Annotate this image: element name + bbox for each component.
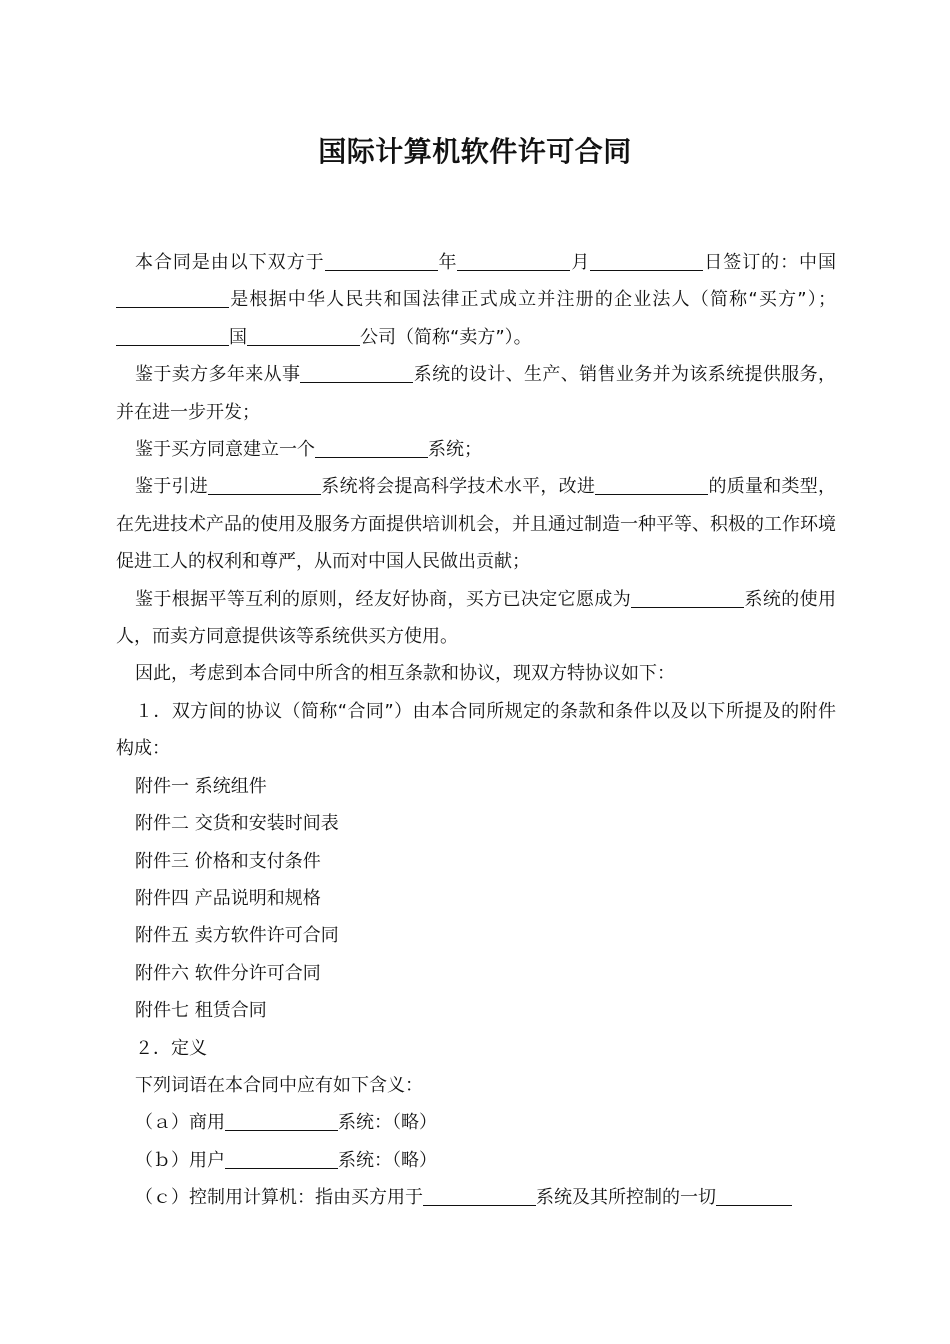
seller-company-blank [247,327,360,346]
definition-item [116,1179,836,1216]
annex-item: 附件三 价格和支付条件 [135,850,321,872]
recital-paragraph [116,581,836,656]
system-name-blank [208,476,321,495]
definition-text: 系统及其所控制的一切 [536,1187,716,1209]
preamble-text: 日签订的：中国 [703,252,837,273]
recital-paragraph [116,431,836,468]
preamble-text: 国 [229,326,247,348]
preamble-text: 是根据中华人民共和国法律正式成立并注册的企业法人（简称“买方”）； [229,289,836,311]
section-2-heading: ２．定义 [135,1037,207,1059]
recital-text: 鉴于卖方多年来从事 [135,364,301,386]
recital-text: 鉴于买方同意建立一个 [135,439,315,461]
system-name-blank [225,1150,338,1169]
annex-item: 附件四 产品说明和规格 [135,887,321,909]
document-body [116,244,836,1217]
recital-text: 系统将会提高科学技术水平，改进 [321,476,596,498]
definition-item [116,1142,836,1179]
annex-item: 附件二 交货和安装时间表 [135,813,339,835]
seller-country-blank [116,327,229,346]
preamble-text: 年 [437,252,458,273]
system-name-blank [631,589,744,608]
product-blank [595,476,708,495]
date-month-blank [457,252,570,271]
system-name-blank [423,1187,536,1206]
preamble-text: 公司（简称“卖方”）。 [360,326,532,348]
buyer-name-blank [116,289,229,308]
annex-item: 附件五 卖方软件许可合同 [135,925,339,947]
annex-item: 附件六 软件分许可合同 [135,962,321,984]
trailing-blank [716,1187,792,1206]
date-year-blank [325,252,438,271]
definition-text: 系统：（略） [338,1149,437,1171]
definition-text: （ｃ）控制用计算机：指由买方用于 [135,1187,423,1209]
system-name-blank [300,364,413,383]
annex-item: 附件七 租赁合同 [135,1000,267,1022]
date-day-blank [590,252,703,271]
definition-text: （ｂ）用户 [135,1149,225,1171]
recital-text: 系统的使用人，而卖方同意提供该等系统供买方使用。 [116,588,836,648]
definitions-intro: 下列词语在本合同中应有如下含义： [135,1074,423,1096]
clause-1: １．双方间的协议（简称“合同”）由本合同所规定的条款和条件以及以下所提及的附件构成： [116,700,836,760]
definition-item [116,1104,836,1141]
recital-text: 系统； [428,439,482,461]
annex-item: 附件一 系统组件 [135,775,267,797]
system-name-blank [225,1112,338,1131]
recital-paragraph [116,356,836,431]
preamble-paragraph [116,244,836,356]
system-name-blank [315,439,428,458]
preamble-text: 本合同是由以下双方于 [135,252,325,273]
recital-text: 系统的设计、生产、销售业务并为该系统提供服务，并在进一步开发； [116,364,836,423]
recital-text: 鉴于引进 [135,476,209,498]
definition-text: （ａ）商用 [135,1112,225,1134]
definition-text: 系统：（略） [338,1112,437,1134]
recital-text: 鉴于根据平等互利的原则，经友好协商，买方已决定它愿成为 [135,588,632,610]
recital-text: 的质量和类型，在先进技术产品的使用及服务方面提供培训机会，并且通过制造一种平等、积极的工作环境促进工人的权利和尊严，从而对中国人民做出贡献； [116,476,837,573]
document-title: 国际计算机软件许可合同 [318,135,632,168]
recital-paragraph [116,468,836,580]
preamble-text: 月 [570,252,591,273]
agreement-intro: 因此，考虑到本合同中所含的相互条款和协议，现双方特协议如下： [135,663,675,685]
